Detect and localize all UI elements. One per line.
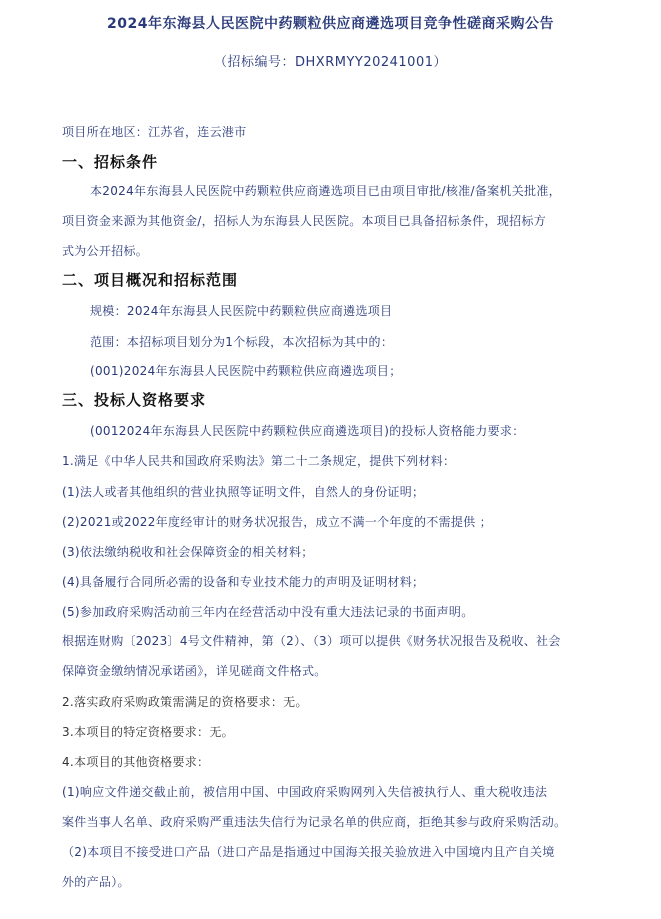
project-region: 项目所在地区：江苏省，连云港市: [62, 125, 247, 139]
requirement-item: 3.本项目的特定资格要求：无。: [62, 725, 234, 739]
requirement-item: 案件当事人名单、政府采购严重违法失信行为记录名单的供应商，拒绝其参与政府采购活动。: [62, 815, 567, 829]
project-scale: 规模：2024年东海县人民医院中药颗粒供应商遴选项目: [90, 304, 393, 318]
requirement-item: 外的产品）。: [62, 875, 130, 889]
requirement-item: (3)依法缴纳税收和社会保障资金的相关材料；: [62, 545, 314, 559]
document-title: 2024年东海县人民医院中药颗粒供应商遴选项目竞争性磋商采购公告: [107, 16, 554, 32]
tender-code: （招标编号：DHXRMYY20241001）: [214, 55, 447, 70]
section-3-heading: 三、投标人资格要求: [62, 391, 207, 409]
requirement-item: 1.满足《中华人民共和国政府采购法》第二十二条规定，提供下列材料：: [62, 454, 456, 468]
requirement-item: (2)2021或2022年度经审计的财务状况报告，成立不满一个年度的不需提供 ；: [62, 515, 492, 529]
requirement-item: 2.落实政府采购政策需满足的资格要求：无。: [62, 695, 308, 709]
requirement-item: (4)具备履行合同所必需的设备和专业技术能力的声明及证明材料；: [62, 575, 425, 589]
requirement-note: 保障资金缴纳情况承诺函》，详见磋商文件格式。: [62, 664, 327, 678]
section-1-heading: 一、招标条件: [62, 153, 159, 171]
qualification-intro: (0012024年东海县人民医院中药颗粒供应商遴选项目)的投标人资格能力要求：: [90, 424, 525, 438]
lot-item: (001)2024年东海县人民医院中药颗粒供应商遴选项目；: [90, 364, 402, 378]
requirement-item: (1)法人或者其他组织的营业执照等证明文件，自然人的身份证明；: [62, 485, 425, 499]
requirement-note: 根据连财购〔2023〕4号文件精神，第（2）、（3）项可以提供《财务状况报告及税收、社会: [62, 634, 561, 648]
section-1-line: 本2024年东海县人民医院中药颗粒供应商遴选项目已由项目审批/核准/备案机关批准，: [90, 184, 561, 198]
section-2-heading: 二、项目概况和招标范围: [62, 271, 239, 289]
requirement-item: （2)本项目不接受进口产品（进口产品是指通过中国海关报关验放进入中国境内且产自关境: [62, 845, 555, 859]
section-1-line: 式为公开招标。: [62, 244, 149, 258]
section-1-line: 项目资金来源为其他资金/，招标人为东海县人民医院。本项目已具备招标条件，现招标方: [62, 214, 547, 228]
requirement-item: 4.本项目的其他资格要求：: [62, 755, 210, 769]
requirement-item: (1)响应文件递交截止前，被信用中国、中国政府采购网列入失信被执行人、重大税收违法: [62, 785, 548, 799]
requirement-item: (5)参加政府采购活动前三年内在经营活动中没有重大违法记录的书面声明。: [62, 605, 474, 619]
project-scope: 范围：本招标项目划分为1个标段，本次招标为其中的：: [90, 335, 394, 349]
